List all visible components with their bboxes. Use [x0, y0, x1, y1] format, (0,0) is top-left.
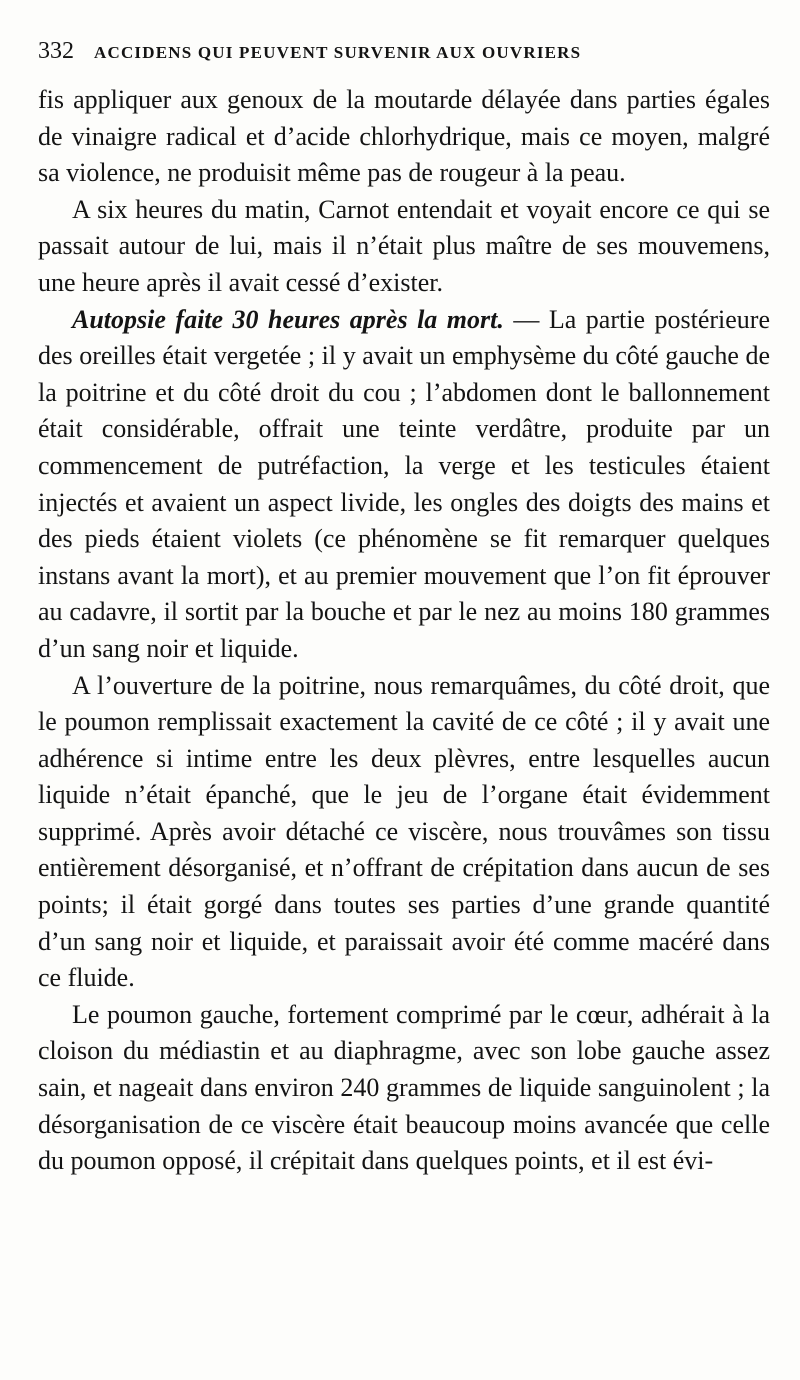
page-number: 332 [38, 38, 74, 64]
paragraph [38, 668, 770, 997]
body-text [38, 82, 770, 1180]
paragraph [38, 82, 770, 192]
section-lead: Autopsie faite 30 heures après la mort. [72, 304, 504, 334]
page-header [38, 38, 770, 82]
paragraph [38, 997, 770, 1180]
paragraph-text: — La partie postérieure des oreilles était vergetée ; il y avait un emphysème du côté gauche de la poitrine et du côté droit du cou ; l’abdomen dont le ballonnement était considérable, offrait une teinte verdâtre, produite par un commencement de putréfaction, la verge et les testicules étaient injectés et avaient un aspect livide, les ongles des doigts des mains et des pieds étaient violets (ce phénomène se fit remarquer quelques instans avant la mort), et au premier mouvement que l’on fit éprouver au cadavre, il sortit par la bouche et par le nez au moins 180 grammes d’un sang noir et liquide. [38, 304, 770, 663]
paragraph-text: A l’ouverture de la poitrine, nous remarquâmes, du côté droit, que le poumon remplissait exactement la cavité de ce côté ; il y avait une adhérence si intime entre les deux plèvres, entre lesquelles aucun liquide n’était épanché, que le jeu de l’organe était évidemment supprimé. Après avoir détaché ce viscère, nous trouvâmes son tissu entièrement désorganisé, et n’offrant de crépitation dans aucun de ses points; il était gorgé dans toutes ses parties d’une grande quantité d’un sang noir et liquide, et paraissait avoir été comme macéré dans ce fluide. [38, 670, 770, 993]
running-head: ACCIDENS QUI PEUVENT SURVENIR AUX OUVRIERS [94, 43, 582, 62]
paragraph [38, 302, 770, 668]
paragraph-text: Le poumon gauche, fortement comprimé par le cœur, adhérait à la cloison du médiastin et au diaphragme, avec son lobe gauche assez sain, et nageait dans environ 240 grammes de liquide sanguinolent ; la désorganisation de ce viscère était beaucoup moins avancée que celle du poumon opposé, il crépitait dans quelques points, et il est évi- [38, 999, 770, 1176]
paragraph [38, 192, 770, 302]
paragraph-text: fis appliquer aux genoux de la moutarde délayée dans parties égales de vinaigre radical et d’acide chlorhydrique, mais ce moyen, malgré sa violence, ne produisit même pas de rougeur à la peau. [38, 85, 770, 188]
paragraph-text: A six heures du matin, Carnot entendait et voyait encore ce qui se passait autour de lui, mais il n’était plus maître de ses mouvemens, une heure après il avait cessé d’exister. [38, 194, 770, 297]
